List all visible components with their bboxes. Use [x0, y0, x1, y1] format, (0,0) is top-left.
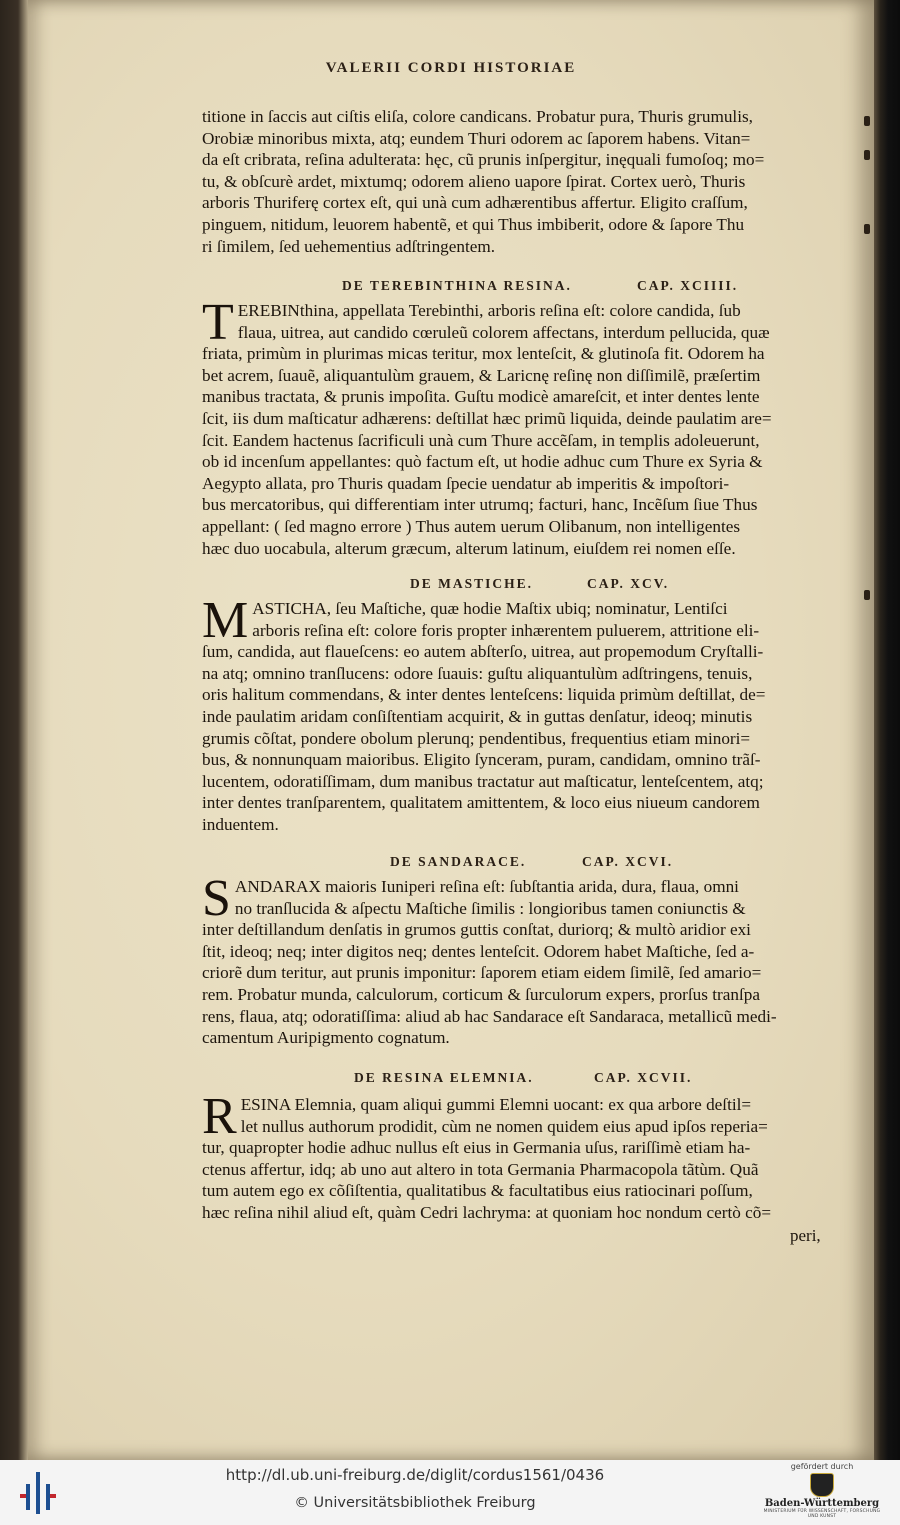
drop-initial: M	[202, 592, 249, 649]
sponsor-name: Baden-Württemberg	[764, 1498, 880, 1509]
viewer-footer	[0, 1460, 900, 1525]
chapter-title: DE MASTICHE.	[410, 576, 534, 591]
text-line: ſum, candida, aut flaueſcens: eo autem abſterſo, uitrea, aut propemodum Cryſtalli-	[202, 642, 764, 662]
text-line: ob id incenſum appellantes: quò factum eſt, ut hodie adhuc cum Thure ex Syria &	[202, 452, 763, 472]
drop-initial: T	[202, 294, 234, 351]
text-line: ſcit. Eandem hactenus ſacrificuli unà cum Thure accẽſam, in templis adoleuerunt,	[202, 430, 760, 450]
text-line: rem. Probatur munda, calculorum, corticum & ſurculorum expers, prorſus tranſpa	[202, 984, 760, 1004]
text-line: tur, quapropter hodie adhuc nullus eſt eius in Germania uſus, rariſſimè etiam ha-	[202, 1138, 751, 1158]
permalink-url[interactable]: http://dl.ub.uni-freiburg.de/diglit/cordus1561/0436	[225, 1466, 605, 1484]
chapter-number: CAP. XCV.	[587, 576, 670, 591]
drop-initial: S	[202, 870, 231, 927]
text-line: bus, & nonnunquam maioribus. Eligito ſynceram, puram, candidam, omnino trãſ-	[202, 750, 761, 770]
text-line: Aegypto allata, pro Thuris quadam ſpecie uendatur ab imperitis & impoſtori-	[202, 473, 730, 493]
chapter-number: CAP. XCIIII.	[637, 278, 739, 293]
margin-mark	[864, 590, 870, 600]
text-line: arboris reſina eſt: colore foris propter inhærentem puluerem, attritione eli-	[252, 620, 760, 640]
text-line: grumis cõſtat, pondere obolum plerunq; pendentibus, frequentius etiam minori=	[202, 728, 751, 748]
text-line: flaua, uitrea, aut candido cœruleũ colorem affectans, interdum pellucida, quæ	[237, 322, 770, 342]
opening-paragraph	[202, 106, 842, 257]
text-line: ESINA Elemnia, quam aliqui gummi Elemni uocant: ex qua arbore deſtil=	[240, 1095, 752, 1114]
text-line: lucentem, odoratiſſimam, dum manibus tractatur aut maſticatur, lenteſcentem, atq;	[202, 771, 764, 791]
catchword: peri,	[790, 1226, 821, 1245]
running-head: VALERII CORDI HISTORIAE	[325, 60, 577, 76]
chapter-number: CAP. XCVII.	[594, 1070, 693, 1085]
coat-of-arms-icon	[810, 1473, 834, 1497]
sponsor-block	[762, 1462, 882, 1519]
copyright-notice: © Universitätsbibliothek Freiburg	[294, 1495, 536, 1511]
text-line: rens, flaua, atq; odoratiſſima: aliud ab hac Sandarace eſt Sandaraca, metallicũ medi-	[202, 1006, 777, 1026]
text-line: ſtit, ideoq; neq; inter digitos neq; dentes lenteſcit. Odorem habet Maſtiche, ſed a-	[202, 941, 755, 961]
text-line: EREBINthina, appellata Terebinthi, arboris reſina eſt: colore candida, ſub	[237, 301, 741, 320]
text-line: ri ſimilem, ſed uehementius adſtringentem.	[202, 236, 496, 256]
text-line: friata, primùm in plurimas micas teritur, mox lenteſcit, & glutinoſa fit. Odorem ha	[202, 344, 765, 364]
text-line: arboris Thuriferę cortex eſt, qui unà cum adhærentibus affertur. Eligito craſſum,	[202, 193, 748, 213]
chapter-title: DE TEREBINTHINA RESINA.	[342, 278, 572, 293]
text-line: ASTICHA, ſeu Maſtiche, quæ hodie Maſtix ubiq; nominatur, Lentiſci	[252, 599, 728, 618]
text-line: da eſt cribrata, reſina adulterata: hęc, cũ prunis inſpergitur, inęquali fumoſoq; mo=	[202, 150, 765, 170]
text-line: oris halitum commendans, & inter dentes lenteſcens: liquida primùm deſtillat, de=	[202, 685, 766, 705]
text-line: manibus tractata, & prunis impoſita. Guſtu modicè amareſcit, et inter dentes lente	[202, 387, 760, 407]
text-line: let nullus authorum prodidit, cùm ne nomen quidem eius apud ipſos reperia=	[240, 1116, 768, 1136]
chapter-text	[202, 1088, 842, 1224]
text-line: criorẽ dum teritur, aut prunis imponitur: ſaporem etiam eidem ſimilẽ, ſed amario=	[202, 963, 762, 983]
text-line: tu, & obſcurè ardet, mixtumq; odorem alieno uapore ſpirat. Cortex uerò, Thuris	[202, 171, 746, 191]
text-line: Orobiæ minoribus mixta, atq; eundem Thuri odorem ac ſaporem habens. Vitan=	[202, 128, 751, 148]
text-line: ctenus affertur, idq; ab uno aut altero in tota Germania Pharmacopola tãtùm. Quã	[202, 1159, 759, 1179]
text-line: hæc duo uocabula, alterum græcum, alterum latinum, eiuſdem rei nomen eſſe.	[202, 538, 736, 558]
text-line: inde paulatim aridam conſiſtentiam acquirit, & in guttas denſatur, ideoq; minutis	[202, 706, 753, 726]
text-line: appellant: ( ſed magno errore ) Thus autem uerum Olibanum, non intelligentes	[202, 516, 741, 536]
sponsor-ministry: MINISTERIUM FÜR WISSENSCHAFT, FORSCHUNG UND KUNST	[763, 1509, 881, 1519]
text-line: na atq; omnino tranſlucens: odore ſuauis: guſtu aliquantulùm adſtringens, tenuis,	[202, 663, 753, 683]
text-line: bet acrem, ſuauẽ, aliquantulùm grauem, & Laricnę reſinę non diſſimilẽ, præſertim	[202, 365, 761, 385]
chapter-text	[202, 592, 842, 836]
chapter-title: DE SANDARACE.	[390, 854, 527, 869]
text-line: no tranſlucida & aſpectu Maſtiche ſimilis : longioribus tamen coniunctis &	[234, 898, 746, 918]
chapter-text	[202, 294, 842, 559]
margin-mark	[864, 116, 870, 126]
text-line: ſcit, iis dum maſticatur adhærens: deſtillat hæc primũ liquida, deinde paulatim are=	[202, 408, 772, 428]
sponsor-label: gefördert durch	[790, 1462, 854, 1471]
chapter-text	[202, 870, 842, 1049]
text-line: tum autem ego ex cõſiſtentia, qualitatibus & facultatibus eius ratiocinari poſſum,	[202, 1181, 753, 1201]
text-line: camentum Auripigmento cognatum.	[202, 1028, 450, 1048]
text-line: induentem.	[202, 814, 279, 834]
text-line: titione in ſaccis aut ciſtis eliſa, colore candicans. Probatur pura, Thuris grumulis,	[202, 107, 753, 126]
text-line: ANDARAX maioris Iuniperi reſina eſt: ſubſtantia arida, dura, flaua, omni	[234, 877, 739, 896]
chapter-number: CAP. XCVI.	[582, 854, 674, 869]
margin-mark	[864, 150, 870, 160]
chapter-title: DE RESINA ELEMNIA.	[354, 1070, 534, 1085]
margin-mark	[864, 224, 870, 234]
text-line: inter dentes tranſparentem, qualitatem amittentem, & loco eius niueum candorem	[202, 793, 760, 813]
text-line: bus mercatoribus, qui differentiam inter utrumq; facturi, hanc, Incẽſum ſiue Thus	[202, 495, 758, 515]
drop-initial: R	[202, 1088, 237, 1145]
text-line: inter deſtillandum denſatis in grumos guttis conſtat, duriorq; & multò aridior exi	[202, 920, 751, 940]
text-line: hæc reſina nihil aliud eſt, quàm Cedri lachryma: at quoniam hoc nondum certò cõ=	[202, 1202, 772, 1222]
text-line: pinguem, nitidum, leuorem habentẽ, et qui Thus imbiberit, odore & ſapore Thu	[202, 214, 745, 234]
